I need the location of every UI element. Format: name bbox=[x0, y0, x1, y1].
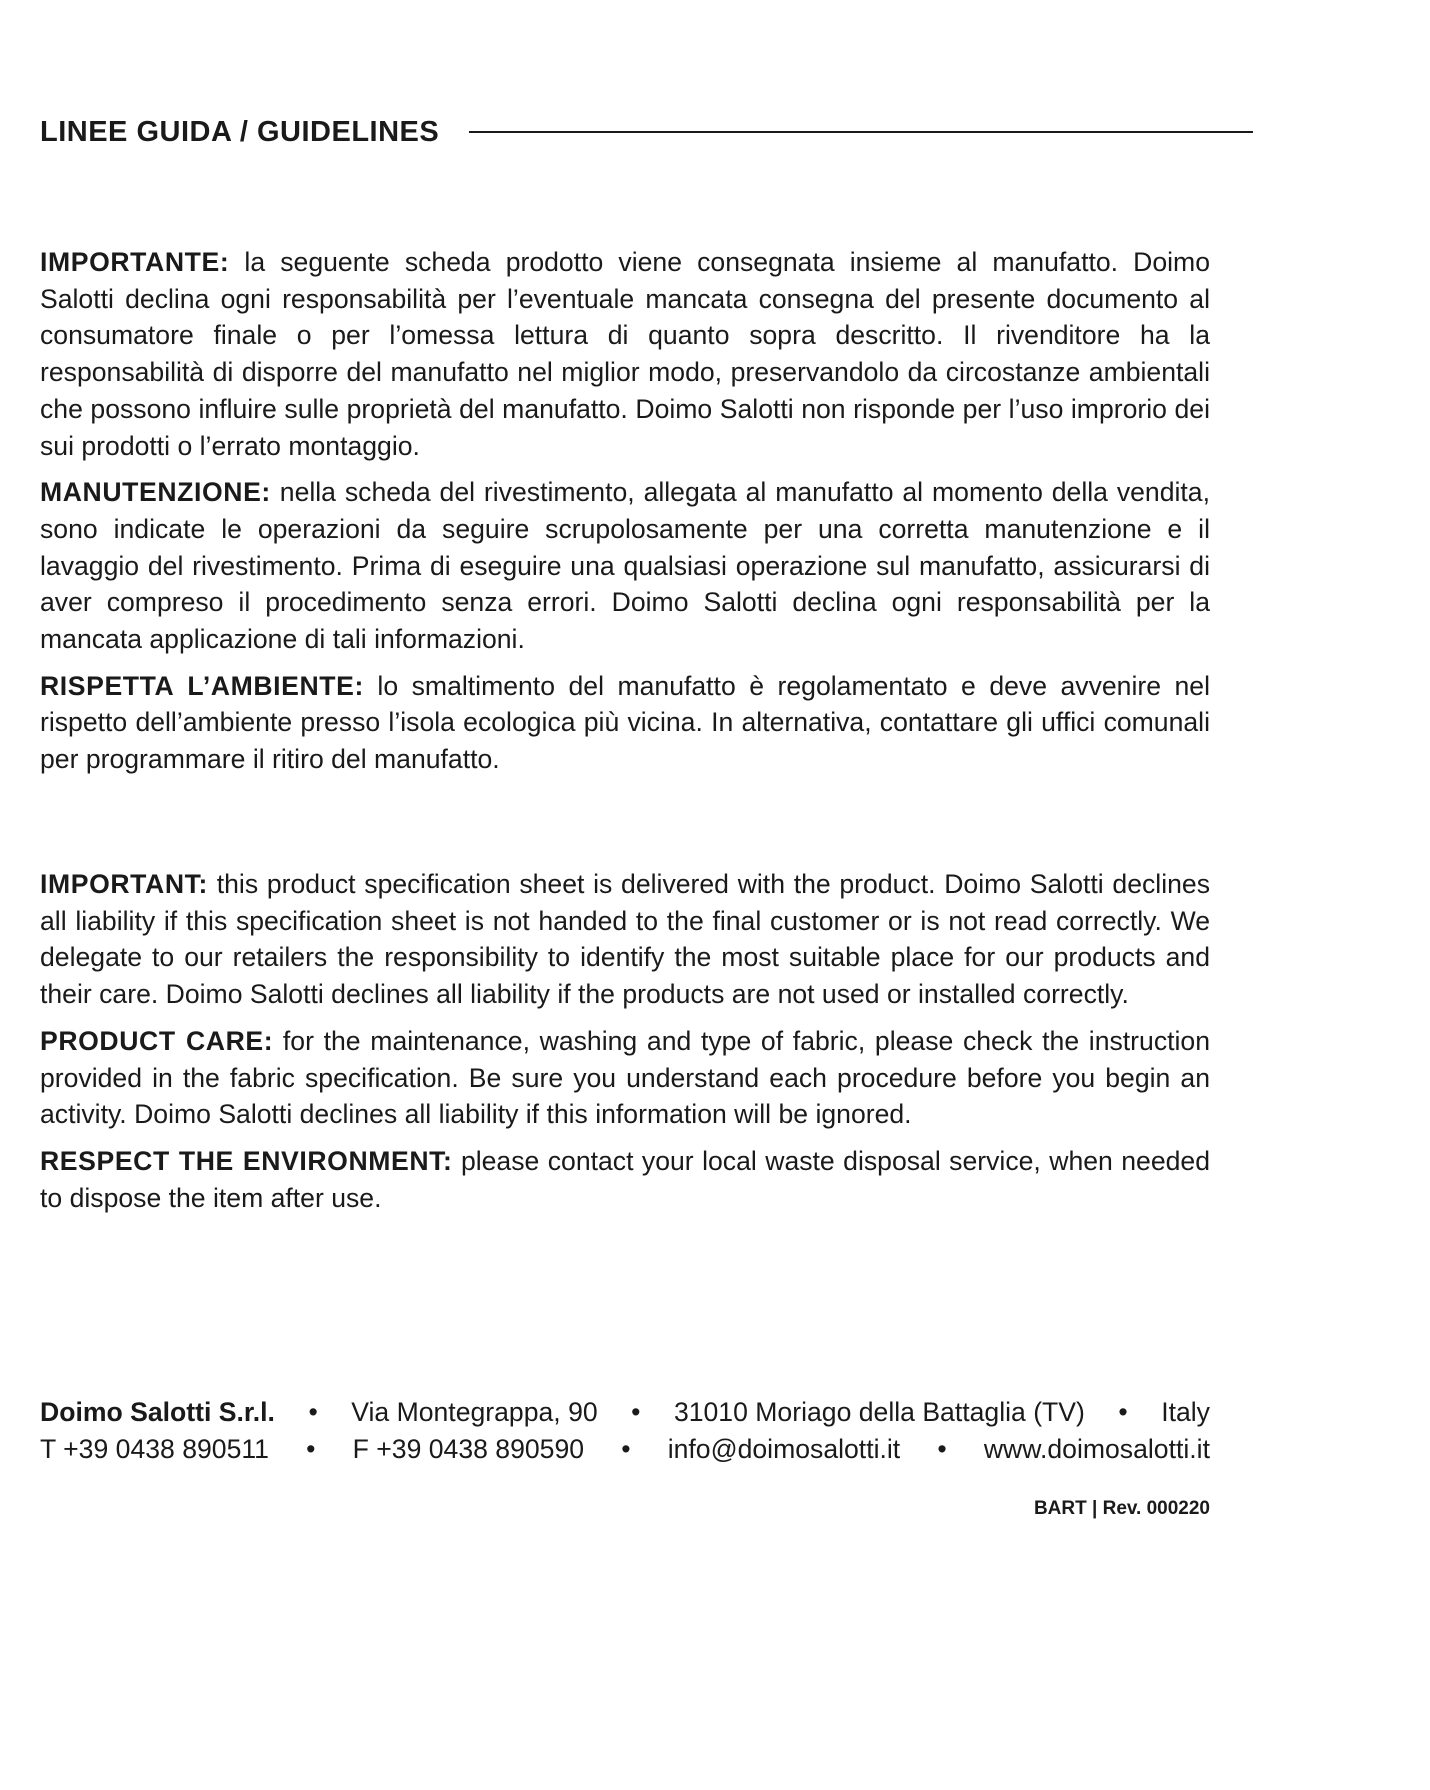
paragraph-important bbox=[40, 866, 1210, 1013]
italian-section bbox=[40, 244, 1210, 788]
paragraph-product-care bbox=[40, 1023, 1210, 1133]
paragraph-manutenzione bbox=[40, 474, 1210, 658]
paragraph-text: la seguente scheda prodotto viene consegnata insieme al manufatto. Doimo Salotti declina ogni responsabilità per l’eventuale mancata consegna del presente documento al consumatore finale o per l’omessa lettura di quanto sopra descritto. Il rivenditore ha la responsabilità di disporre del manufatto nel miglior modo, preservandolo da circostanze ambientali che possono influire sulle proprietà del manufatto. Doimo Salotti non risponde per l’uso improrio dei sui prodotti o l’errato montaggio. bbox=[40, 247, 1210, 461]
paragraph-rispetta-ambiente bbox=[40, 668, 1210, 778]
paragraph-text: nella scheda del rivestimento, allegata al manufatto al momento della vendita, sono indicate le operazioni da seguire scrupolosamente per una corretta manutenzione e il lavaggio del rivestimento. Prima di eseguire una qualsiasi operazione sul manufatto, assicurarsi di aver compreso il procedimento senza errori. Doimo Salotti declina ogni responsabilità per la mancata applicazione di tali informazioni. bbox=[40, 477, 1210, 655]
english-section bbox=[40, 866, 1210, 1226]
company-name: Doimo Salotti S.r.l. bbox=[40, 1397, 275, 1427]
bullet-separator: • bbox=[306, 1433, 316, 1464]
paragraph-lead: RESPECT THE ENVIRONMENT: bbox=[40, 1145, 453, 1176]
bullet-separator: • bbox=[308, 1397, 318, 1427]
contact-fax: F +39 0438 890590 bbox=[352, 1433, 585, 1464]
paragraph-text: lo smaltimento del manufatto è regolamentato e deve avvenire nel rispetto dell’ambiente presso l’isola ecologica più vicina. In alternativa, contattare gli uffici comunali per programmare il ritiro del manufatto. bbox=[40, 670, 1210, 775]
contact-address-row bbox=[40, 1394, 1210, 1431]
paragraph-respect-environment bbox=[40, 1143, 1210, 1216]
contact-street: Via Montegrappa, 90 bbox=[351, 1397, 598, 1427]
bullet-separator: • bbox=[631, 1397, 641, 1427]
contact-city: 31010 Moriago della Battaglia (TV) bbox=[673, 1397, 1085, 1427]
paragraph-text: please contact your local waste disposal service, when needed to dispose the item after use. bbox=[40, 1145, 1210, 1213]
paragraph-text: this product specification sheet is delivered with the product. Doimo Salotti declines all liability if this specification sheet is not handed to the final customer or is not read correctly. We delegate to our retailers the responsibility to identify the most suitable place for our products and their care. Doimo Salotti declines all liability if the products are not used or installed correctly. bbox=[40, 869, 1210, 1010]
paragraph-lead: IMPORTANTE: bbox=[40, 247, 230, 277]
paragraph-lead: IMPORTANT: bbox=[40, 869, 209, 899]
paragraph-lead: PRODUCT CARE: bbox=[40, 1025, 274, 1056]
contact-website: www.doimosalotti.it bbox=[983, 1433, 1210, 1464]
header-rule bbox=[469, 131, 1253, 133]
paragraph-lead: MANUTENZIONE: bbox=[40, 477, 271, 508]
page-title: LINEE GUIDA / GUIDELINES bbox=[40, 115, 440, 148]
contact-block bbox=[40, 1394, 1210, 1467]
contact-email: info@doimosalotti.it bbox=[667, 1433, 901, 1464]
bullet-separator: • bbox=[1118, 1397, 1128, 1427]
bullet-separator: • bbox=[621, 1433, 631, 1464]
page-header bbox=[40, 112, 1253, 152]
contact-country: Italy bbox=[1161, 1397, 1210, 1427]
paragraph-lead: RISPETTA L’AMBIENTE: bbox=[40, 670, 364, 701]
paragraph-text: for the maintenance, washing and type of fabric, please check the instruction provided in the fabric specification. Be sure you understand each procedure before you begin an activity. Doimo Salotti declines all liability if this information will be ignored. bbox=[40, 1025, 1210, 1130]
revision-label: BART | Rev. 000220 bbox=[1033, 1498, 1210, 1519]
contact-phone-row bbox=[40, 1431, 1210, 1468]
bullet-separator: • bbox=[937, 1433, 947, 1464]
contact-phone: T +39 0438 890511 bbox=[40, 1433, 269, 1464]
paragraph-importante bbox=[40, 244, 1210, 464]
